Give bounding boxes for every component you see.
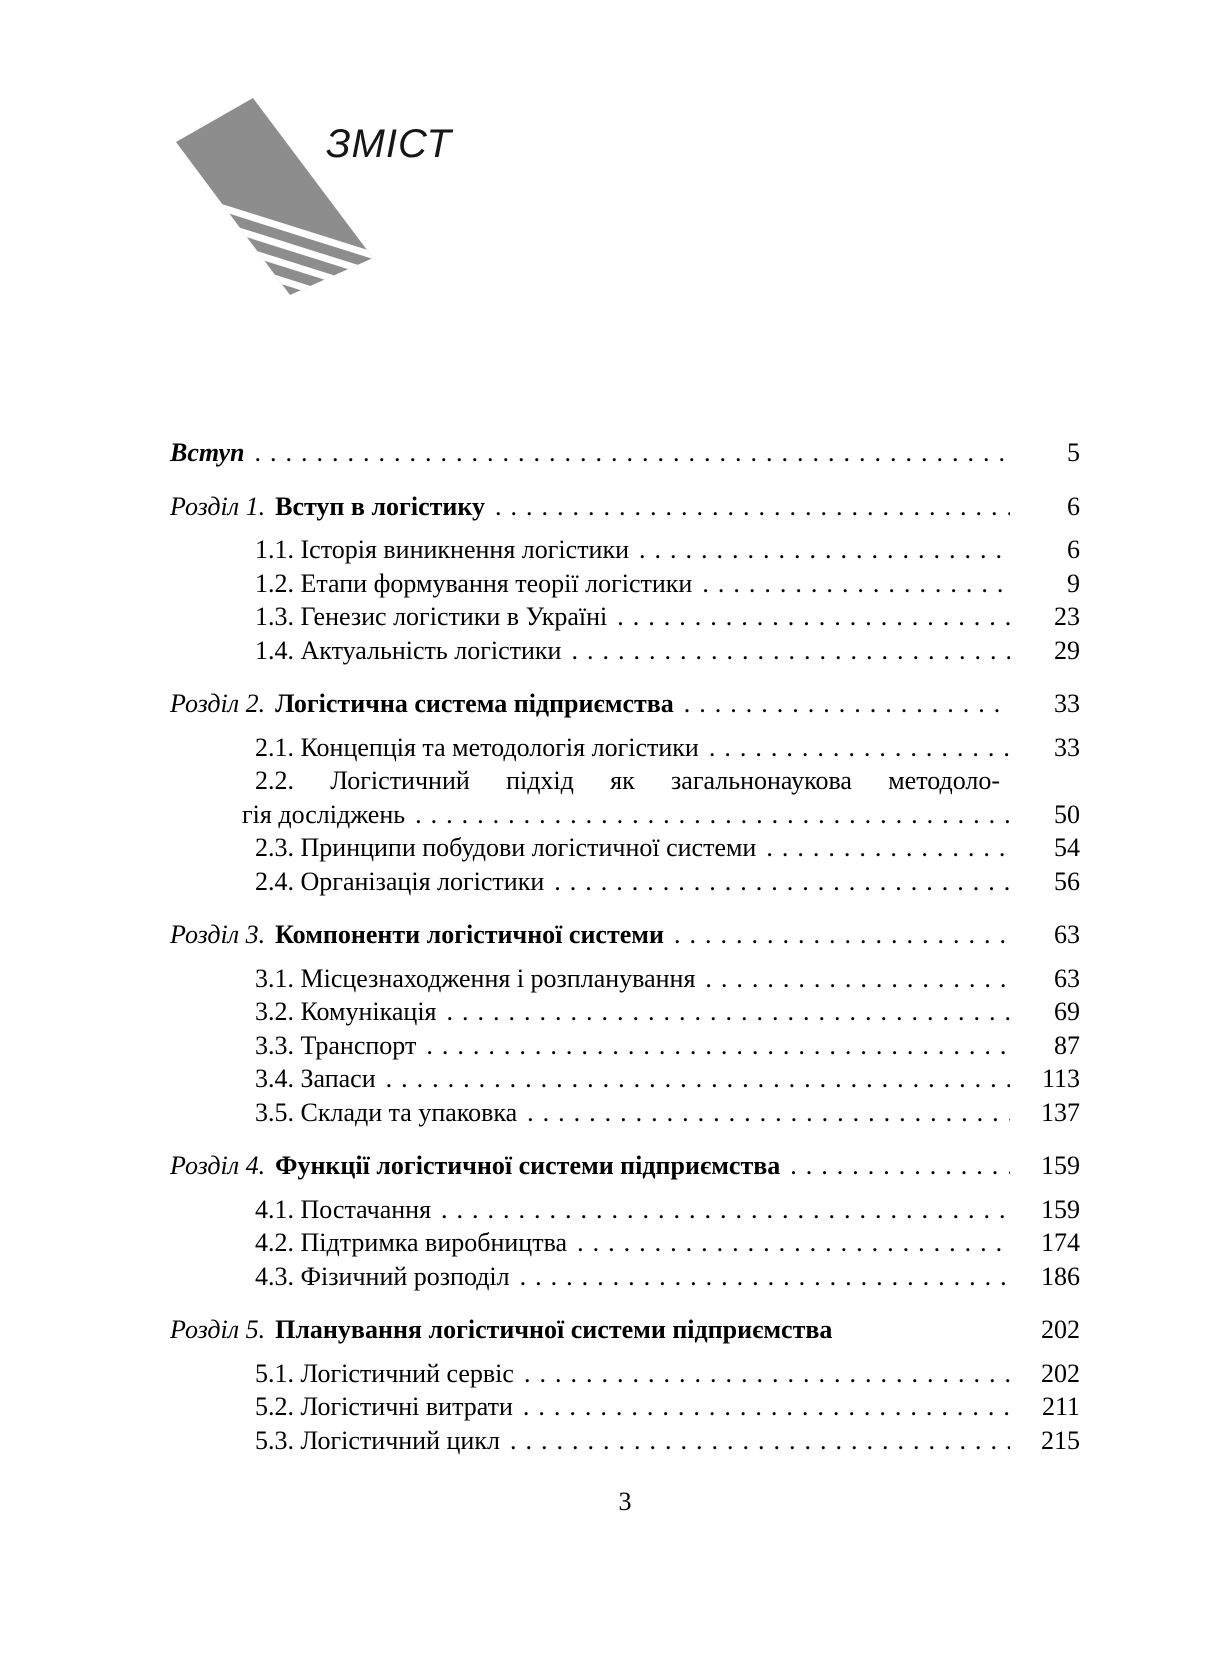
toc-entry bbox=[170, 634, 1080, 668]
toc-entry bbox=[170, 1424, 1080, 1458]
toc-entry bbox=[170, 1193, 1080, 1227]
dot-leader bbox=[639, 533, 1010, 567]
dot-leader bbox=[523, 1390, 1010, 1424]
table-of-contents bbox=[170, 436, 1080, 1457]
dot-leader bbox=[447, 995, 1010, 1029]
contents-title: ЗМІСТ bbox=[326, 122, 452, 166]
dot-leader bbox=[520, 1260, 1010, 1294]
dot-leader bbox=[495, 490, 1010, 524]
page-number: 9 bbox=[1067, 568, 1080, 598]
toc-entry-label: 2.2. Логістичний підхід як загальнонаукова методоло- bbox=[255, 766, 1000, 795]
toc-entry bbox=[170, 1357, 1080, 1391]
page-number: 159 bbox=[1041, 1151, 1080, 1180]
page-number: 33 bbox=[1054, 732, 1080, 762]
toc-entry bbox=[170, 865, 1080, 899]
toc-entry bbox=[170, 567, 1080, 601]
page-number: 174 bbox=[1041, 1228, 1080, 1257]
toc-chapter-entry bbox=[170, 918, 1080, 952]
page-number: 202 bbox=[1041, 1315, 1080, 1344]
dot-leader bbox=[702, 567, 1010, 601]
dot-leader bbox=[510, 1424, 1010, 1458]
toc-entry-label: 2.3. Принципи побудови логістичної системи bbox=[255, 833, 757, 862]
page-number-footer: 3 bbox=[618, 1487, 632, 1516]
chapter-number-prefix: Розділ 2. bbox=[170, 689, 266, 718]
toc-entry bbox=[170, 1029, 1080, 1063]
page-number: 63 bbox=[1054, 963, 1080, 993]
toc-entry-label: 2.1. Концепція та методологія логістики bbox=[255, 732, 699, 762]
toc-entry bbox=[170, 1260, 1080, 1294]
dot-leader bbox=[684, 687, 1010, 721]
dot-leader bbox=[415, 798, 1010, 832]
dot-leader bbox=[577, 1226, 1010, 1260]
toc-entry-label: 5.3. Логістичний цикл bbox=[255, 1425, 500, 1455]
toc-entry-label: гія досліджень bbox=[242, 799, 406, 829]
toc-entry-label: 1.3. Генезис логістики в Україні bbox=[255, 602, 608, 631]
toc-entry bbox=[170, 731, 1080, 765]
toc-entry bbox=[170, 436, 1080, 470]
chapter-number-prefix: Розділ 1. bbox=[170, 491, 266, 521]
dot-leader bbox=[571, 634, 1010, 668]
page-number: 50 bbox=[1054, 799, 1080, 829]
page-number: 29 bbox=[1054, 635, 1080, 665]
toc-entry bbox=[170, 764, 1000, 798]
toc-entry-label: 4.2. Підтримка виробництва bbox=[255, 1228, 568, 1257]
page-number: 6 bbox=[1067, 535, 1080, 564]
toc-chapter-entry bbox=[170, 490, 1080, 524]
toc-entry bbox=[170, 962, 1080, 996]
page-number: 69 bbox=[1054, 997, 1080, 1026]
chapter-number-prefix: Розділ 5. bbox=[170, 1315, 266, 1344]
toc-entry-label: 1.1. Історія виникнення логістики bbox=[255, 535, 630, 564]
toc-entry-label: 3.1. Місцезнаходження і розпланування bbox=[255, 963, 696, 993]
toc-entry bbox=[170, 1096, 1080, 1130]
toc-entry bbox=[170, 1226, 1080, 1260]
chapter-number-prefix: Розділ 4. bbox=[170, 1151, 266, 1180]
page-number: 5 bbox=[1067, 438, 1080, 467]
dot-leader bbox=[674, 918, 1010, 952]
dot-leader bbox=[709, 731, 1010, 765]
page-number: 33 bbox=[1054, 689, 1080, 718]
dot-leader bbox=[426, 1029, 1010, 1063]
chapter-title: Вступ в логістику bbox=[275, 491, 485, 521]
toc-entry-label: 1.4. Актуальність логістики bbox=[255, 635, 562, 665]
toc-chapter-entry bbox=[170, 687, 1080, 721]
dot-leader bbox=[386, 1062, 1010, 1096]
toc-entry-label: 1.2. Етапи формування теорії логістики bbox=[255, 568, 693, 598]
toc-entry bbox=[170, 831, 1080, 865]
toc-entry bbox=[170, 533, 1080, 567]
toc-entry-label: 3.4. Запаси bbox=[255, 1064, 376, 1093]
page-number: 113 bbox=[1041, 1064, 1080, 1093]
toc-entry-continuation bbox=[170, 798, 1080, 832]
chapter-title: Логістична система підприємства bbox=[275, 689, 674, 718]
dot-leader bbox=[254, 436, 1010, 470]
toc-entry bbox=[170, 995, 1080, 1029]
page-number: 56 bbox=[1054, 866, 1080, 896]
toc-entry-label: 3.3. Транспорт bbox=[255, 1030, 417, 1060]
toc-entry-label: 4.1. Постачання bbox=[255, 1194, 432, 1224]
toc-chapter-entry bbox=[170, 1149, 1080, 1183]
page-number: 186 bbox=[1041, 1261, 1080, 1291]
page-number: 23 bbox=[1054, 602, 1080, 631]
page-number: 6 bbox=[1067, 491, 1080, 521]
page-number: 215 bbox=[1041, 1425, 1080, 1455]
dot-leader bbox=[527, 1096, 1010, 1130]
toc-entry bbox=[170, 1062, 1080, 1096]
toc-entry-label: 3.2. Комунікація bbox=[255, 997, 437, 1026]
toc-entry-label: 5.2. Логістичні витрати bbox=[255, 1392, 513, 1421]
page-number: 211 bbox=[1041, 1392, 1080, 1421]
page-number: 202 bbox=[1041, 1358, 1080, 1388]
dot-leader bbox=[441, 1193, 1010, 1227]
dot-leader bbox=[705, 962, 1010, 996]
footer bbox=[170, 1487, 1080, 1517]
toc-entry-label: Вступ bbox=[170, 438, 245, 467]
dot-leader bbox=[524, 1357, 1010, 1391]
toc-entry-label: 2.4. Організація логістики bbox=[255, 866, 545, 896]
chapter-title: Компоненти логістичної системи bbox=[275, 920, 664, 949]
toc-entry-label: 3.5. Склади та упаковка bbox=[255, 1097, 518, 1127]
page-number: 63 bbox=[1054, 920, 1080, 949]
chapter-title: Планування логістичної системи підприємства bbox=[275, 1315, 833, 1344]
toc-entry bbox=[170, 1390, 1080, 1424]
dot-leader bbox=[617, 600, 1010, 634]
dot-leader bbox=[766, 831, 1010, 865]
dot-leader bbox=[554, 865, 1010, 899]
chapter-title: Функції логістичної системи підприємства bbox=[275, 1151, 781, 1180]
chapter-number-prefix: Розділ 3. bbox=[170, 920, 266, 949]
page-number: 87 bbox=[1054, 1030, 1080, 1060]
dot-leader bbox=[790, 1149, 1010, 1183]
page-number: 137 bbox=[1041, 1097, 1080, 1127]
toc-entry bbox=[170, 600, 1080, 634]
page-number: 54 bbox=[1054, 833, 1080, 862]
toc-chapter-entry bbox=[170, 1313, 1080, 1347]
toc-entry-label: 4.3. Фізичний розподіл bbox=[255, 1261, 510, 1291]
page-number: 159 bbox=[1041, 1194, 1080, 1224]
toc-entry-label: 5.1. Логістичний сервіс bbox=[255, 1358, 514, 1388]
